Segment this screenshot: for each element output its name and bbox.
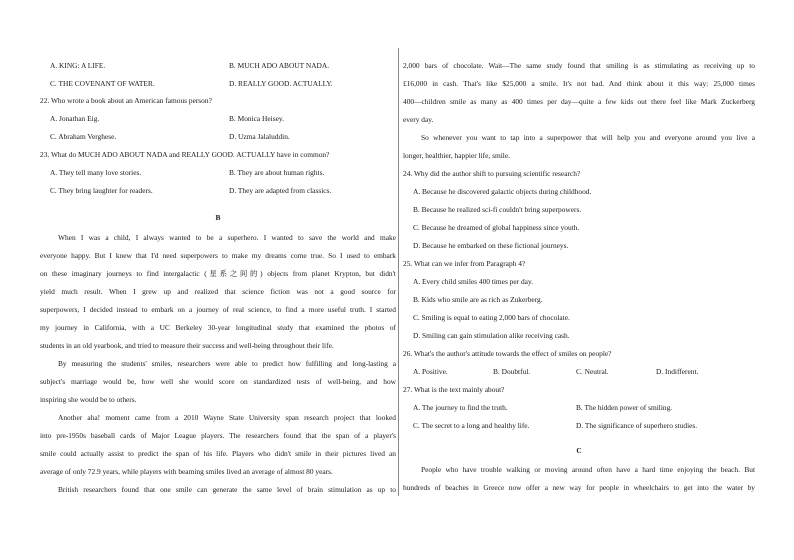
q27-option-a: A. The journey to find the truth. — [413, 403, 508, 412]
q27-option-d: D. The significance of superhero studies. — [576, 421, 698, 430]
passage-b-line: 400—children smile as many as 400 times per day—quite a few kids out there feel like Mark Zuckerberg — [403, 97, 755, 106]
passage-b-line: superpowers, I decided instead to embark on a journey of real science, to find a more useful truth. I started — [40, 305, 396, 314]
q24-option-a: A. Because he discovered galactic objects during childhood. — [413, 187, 592, 196]
q21-option-c: C. THE COVENANT OF WATER. — [50, 79, 155, 88]
q27-option-b: B. The hidden power of smiling. — [576, 403, 673, 412]
q21-option-b: B. MUCH ADO ABOUT NADA. — [229, 61, 330, 70]
q24-option-b: B. Because he realized sci-fi couldn't bring superpowers. — [413, 205, 582, 214]
q26-option-a: A. Positive. — [413, 367, 448, 376]
q25-option-c: C. Smiling is equal to eating 2,000 bars of chocolate. — [413, 313, 570, 322]
q26-option-b: B. Doubtful. — [493, 367, 531, 376]
q21-option-a: A. KING: A LIFE. — [50, 61, 106, 70]
passage-b-line: By measuring the students' smiles, researchers were able to predict how fulfilling and long-lasting a — [58, 359, 396, 368]
section-heading-b: B — [215, 213, 221, 222]
q21-option-d: D. REALLY GOOD. ACTUALLY. — [229, 79, 333, 88]
q23-option-a: A. They tell many love stories. — [50, 168, 142, 177]
q24-stem: 24. Why did the author shift to pursuing scientific research? — [403, 169, 581, 178]
q22-option-b: B. Monica Heisey. — [229, 114, 284, 123]
q23-option-c: C. They bring laughter for readers. — [50, 186, 153, 195]
passage-c-line: hundreds of beaches in Greece now offer a new way for people in wheelchairs to get into the water by — [403, 483, 755, 492]
passage-b-line: my journey in California, with a UC Berkeley 30-year longitudinal study that examined the photos of — [40, 323, 396, 332]
q25-stem: 25. What can we infer from Paragraph 4? — [403, 259, 526, 268]
q26-option-c: C. Neutral. — [576, 367, 609, 376]
passage-b-line: Another aha! moment came from a 2010 Wayne State University span research project that looked — [58, 413, 396, 422]
passage-b-line: every day. — [403, 115, 434, 124]
passage-b-line: So whenever you want to tap into a superpower that will help you and everyone around you live a — [421, 133, 755, 142]
q25-option-d: D. Smiling can gain stimulation alike receiving cash. — [413, 331, 570, 340]
passage-b-line: When I was a child, I always wanted to be a superhero. I wanted to save the world and make — [58, 233, 396, 242]
passage-b-line: on these imaginary journeys to find intergalactic (星系之间的) objects from planet Krypton, but didn't — [40, 269, 396, 278]
passage-b-line: smile could actually assist to predict the span of his life. Players who didn't smile in their pictures lived an — [40, 449, 396, 458]
passage-b-line: yield much result. When I grew up and realized that science fiction was not a good source for — [40, 287, 396, 296]
q27-stem: 27. What is the text mainly about? — [403, 385, 505, 394]
passage-b-line: everyone happy. But I knew that I'd need superpowers to make my dreams come true. So I used to embark — [40, 251, 396, 260]
q23-option-d: D. They are adapted from classics. — [229, 186, 332, 195]
q23-option-b: B. They are about human rights. — [229, 168, 325, 177]
q26-stem: 26. What's the author's attitude towards the effect of smiles on people? — [403, 349, 612, 358]
q25-option-a: A. Every child smiles 400 times per day. — [413, 277, 534, 286]
q23-stem: 23. What do MUCH ADO ABOUT NADA and REALLY GOOD. ACTUALLY have in common? — [40, 150, 330, 159]
passage-b-line: inspiring she would be to others. — [40, 395, 137, 404]
q24-option-c: C. Because he dreamed of global happiness since youth. — [413, 223, 580, 232]
passage-b-line: students in an old yearbook, and tried to measure their success and well-being throughout their life. — [40, 341, 334, 350]
column-divider — [398, 48, 399, 496]
passage-b-line: average of only 72.9 years, while players with beaming smiles lived an average of almost 80 years. — [40, 467, 333, 476]
q25-option-b: B. Kids who smile are as rich as Zukerberg. — [413, 295, 543, 304]
passage-b-line: longer, healthier, happier life, smile. — [403, 151, 510, 160]
q24-option-d: D. Because he embarked on these fictional journeys. — [413, 241, 569, 250]
q22-option-c: C. Abraham Verghese. — [50, 132, 117, 141]
q26-option-d: D. Indifferent. — [656, 367, 699, 376]
passage-c-line: People who have trouble walking or moving around often have a hard time enjoying the beach. But — [421, 465, 755, 474]
passage-b-line: British researchers found that one smile can generate the same level of brain stimulation as up to — [58, 485, 396, 494]
passage-b-line: into pre-1950s baseball cards of Major League players. The researchers found that the span of a player's — [40, 431, 396, 440]
q27-option-c: C. The secret to a long and healthy life. — [413, 421, 530, 430]
passage-b-line: subject's marriage would be, how well she would score on standardized tests of well-being, and how — [40, 377, 396, 386]
passage-b-line: 2,000 bars of chocolate. Wait—The same study found that smiling is as stimulating as receiving up to — [403, 61, 755, 70]
passage-b-line: £16,000 in cash. That's like $25,000 a smile. It's not bad. And think about it this way: 25,000 times — [403, 79, 755, 88]
section-heading-c: C — [576, 446, 582, 455]
q22-option-a: A. Jonathan Eig. — [50, 114, 100, 123]
q22-option-d: D. Uzma Jalaluddin. — [229, 132, 290, 141]
q22-stem: 22. Who wrote a book about an American famous person? — [40, 96, 212, 105]
